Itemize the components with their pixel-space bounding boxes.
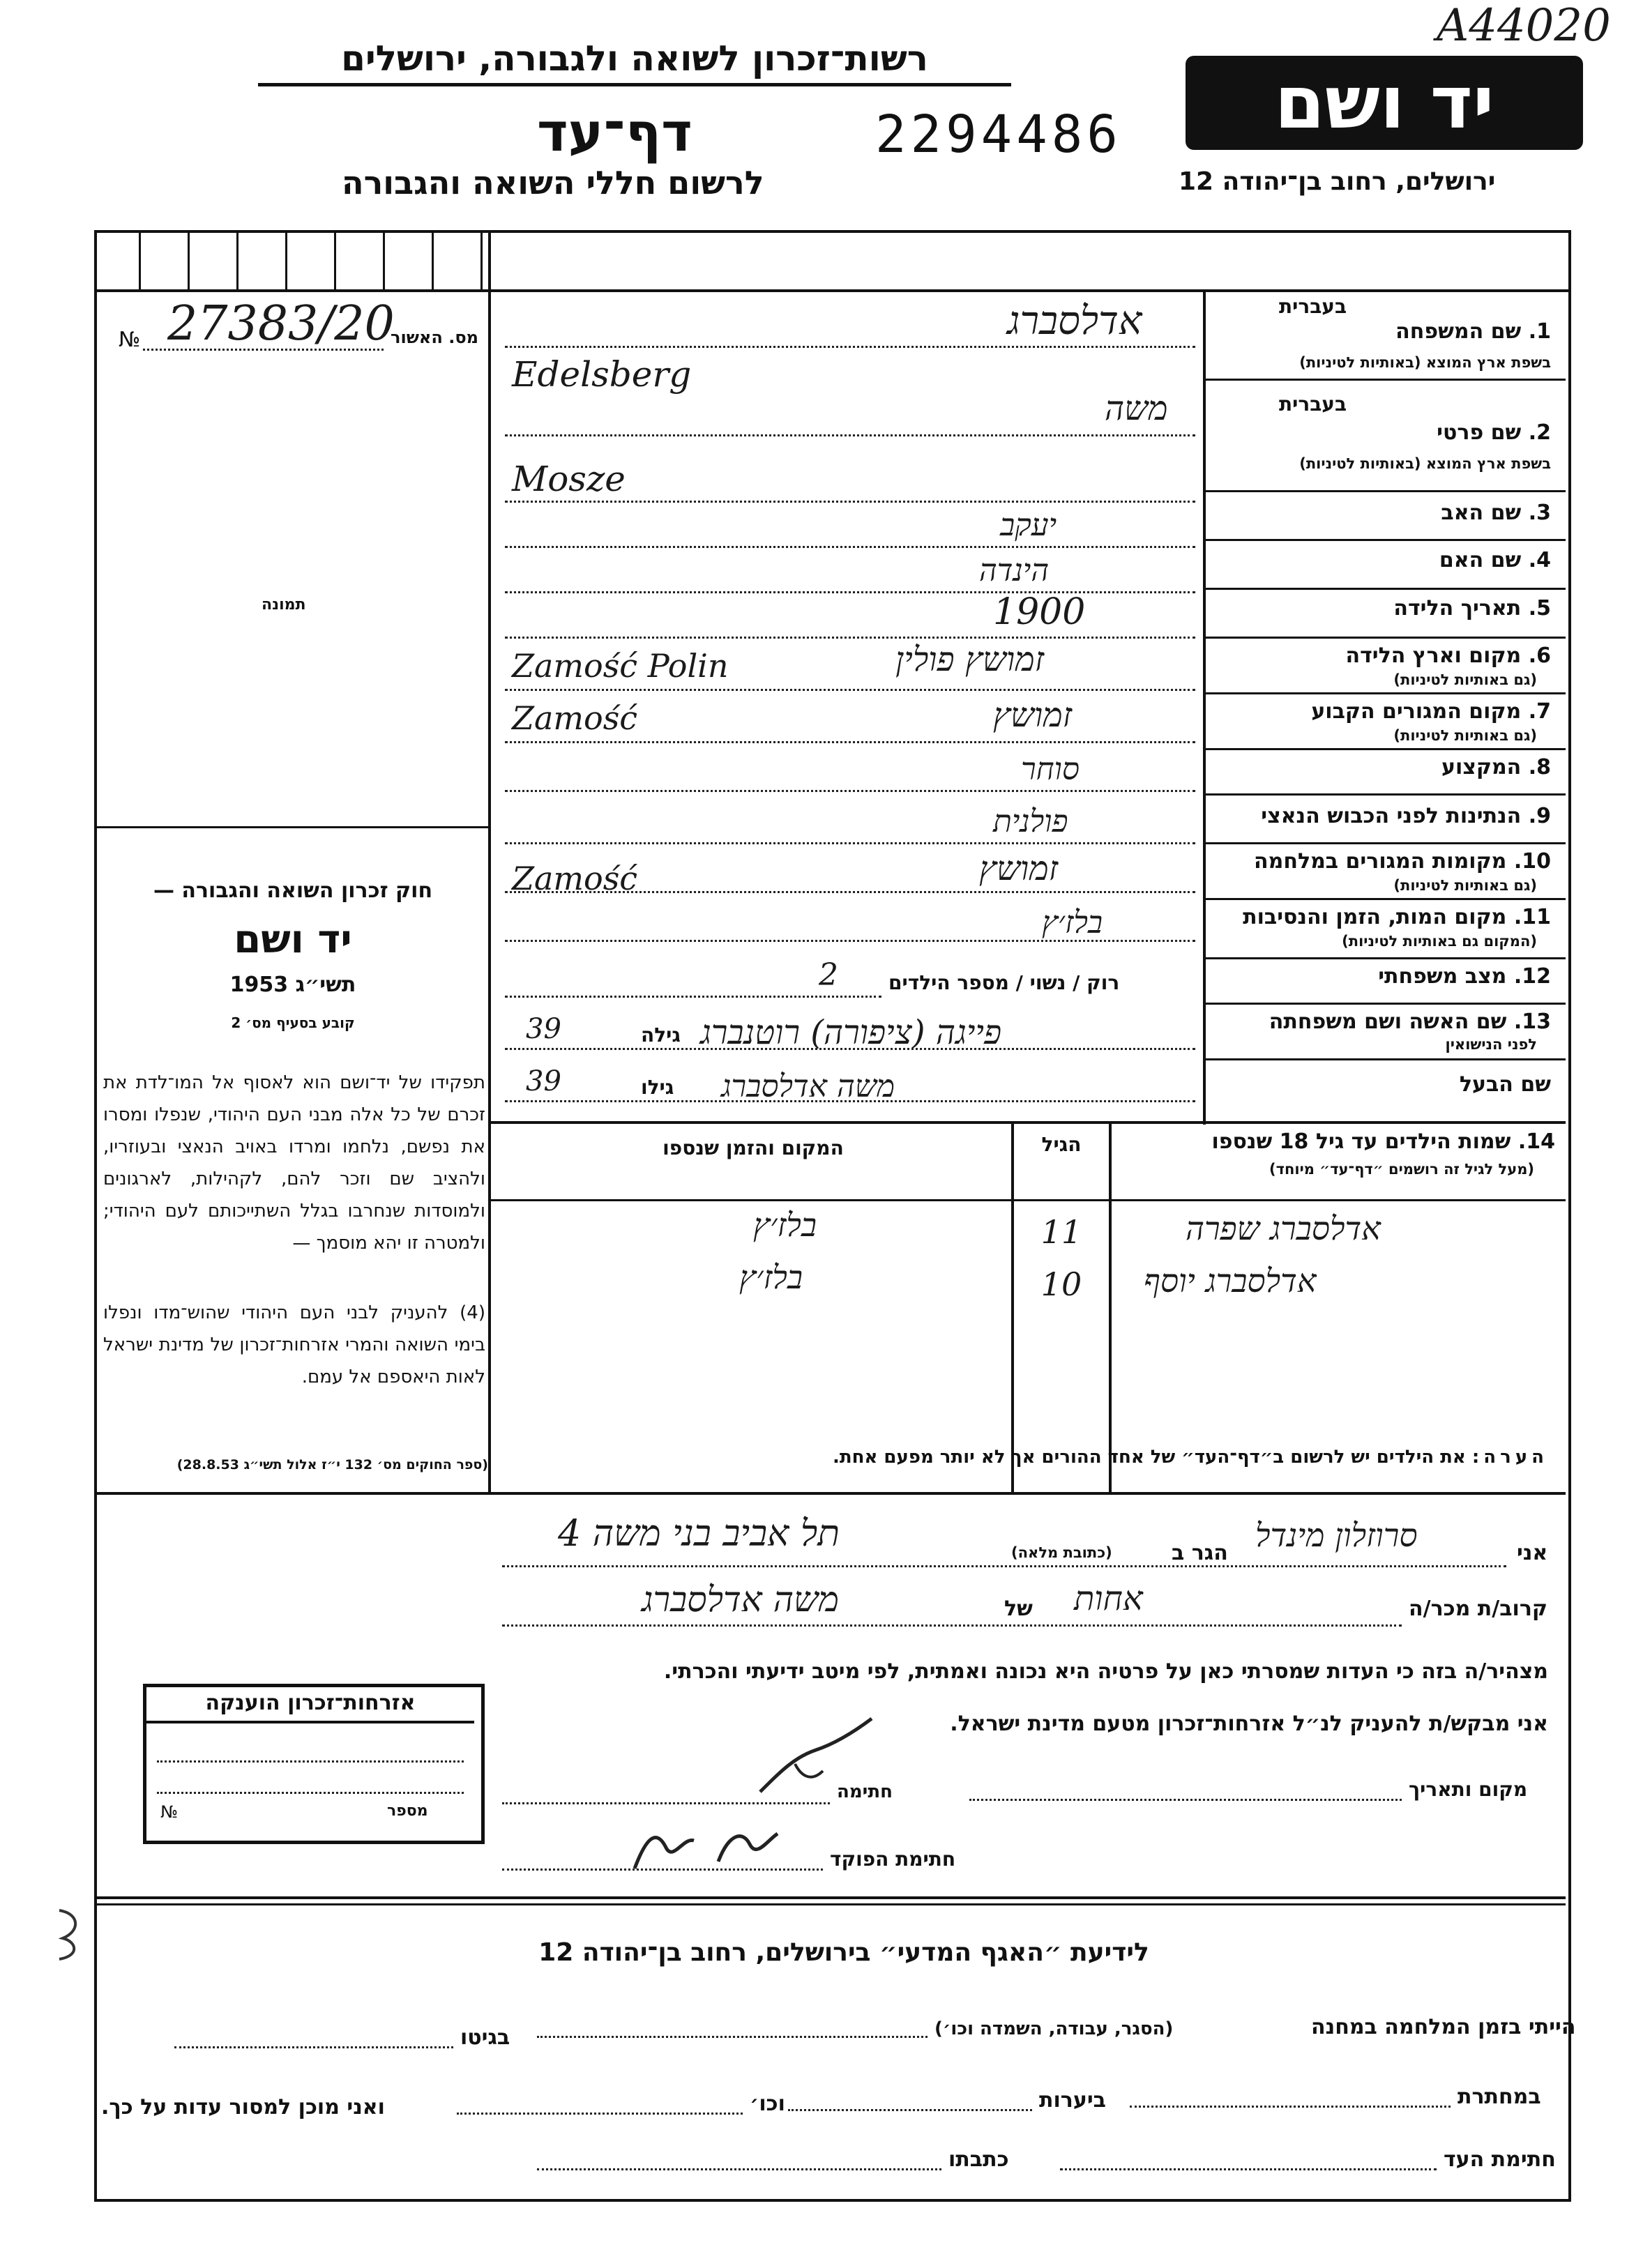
field-2-value-latin: Mosze (512, 459, 626, 499)
relative-label: קרוב/ת מכר/ה (1409, 1597, 1547, 1621)
field-8-line (505, 790, 1195, 792)
lower-line2-fill-a (1130, 2106, 1451, 2108)
field-9-value: פולנית (993, 804, 1068, 839)
place-date-line (969, 1799, 1402, 1801)
registration-line (143, 349, 384, 351)
row-line-3 (1203, 539, 1566, 541)
field-4-line (505, 591, 1195, 593)
law-year: תשי״ג 1953 (229, 973, 356, 997)
signature-line (502, 1802, 830, 1804)
top-strip-bottom-line (94, 289, 1568, 292)
declarant-name: סרוזלון מינדל (1255, 1516, 1418, 1554)
field-4-label: 4. שם האם (1439, 548, 1551, 572)
field-11-sub: (המקום גם באותיות לטיניות) (1342, 933, 1537, 950)
field-2-line-a (505, 434, 1195, 436)
field-1-line (505, 346, 1195, 348)
citizenship-title: אזרחות־זכרון הוענקה (146, 1691, 474, 1723)
children-top-line (491, 1121, 1566, 1124)
children-col-age: הגיל (1041, 1133, 1082, 1156)
lower-title: לידיעת ״האגף המדעי״ בירושלים, רחוב בן־יהודה 12 (538, 1938, 1149, 1967)
row-line-10 (1203, 898, 1566, 900)
field-2-line-b (505, 501, 1195, 503)
form-title: דף־עד (537, 101, 692, 163)
photo-box-bottom (97, 826, 488, 828)
row-line-12 (1203, 1003, 1566, 1005)
field-7-value-hebrew: זמושץ (993, 696, 1073, 735)
lower-line2-fill-c (457, 2113, 743, 2115)
field-12-line (505, 996, 881, 998)
declarant-address: תל אביב בני משה 4 (558, 1513, 840, 1555)
field-10-line (505, 891, 1195, 893)
row-line-7 (1203, 748, 1566, 750)
lower-line3-fill-b (537, 2168, 941, 2170)
children-col-age-left (1011, 1124, 1014, 1492)
field-13-line (505, 1048, 1195, 1050)
row-line-2 (1203, 490, 1566, 492)
form-number: 2294486 (875, 105, 1122, 165)
field-11-line (505, 940, 1195, 942)
registration-no-mark: № (119, 328, 141, 352)
field-6-value-hebrew: זמושץ פולין (895, 640, 1045, 679)
note-text: את הילדים יש לרשום ב״דף־העד״ של אחד ההורים אך לא יותר מפעם אחת. (832, 1447, 1466, 1468)
signature-label: חתימה (837, 1781, 893, 1802)
field-7-sub: (גם באותיות לטיניות) (1393, 727, 1537, 744)
field-5-value: 1900 (993, 591, 1086, 633)
field-13-sub: לפני הנישואין (1445, 1036, 1537, 1053)
field-3-line (505, 546, 1195, 548)
row-line-9 (1203, 842, 1566, 844)
husband-line (505, 1100, 1195, 1102)
place-date-label: מקום ותאריך (1409, 1778, 1528, 1801)
child-1-name: אדלסברג שפרה (1186, 1210, 1381, 1247)
institution-address: ירושלים, רחוב בן־יהודה 12 (1179, 167, 1496, 196)
field-10-value-latin: Zamość (512, 860, 638, 897)
field-12-status-options: רוק / נשוי / מספר הילדים (888, 971, 1120, 994)
top-strip-cells (97, 233, 487, 289)
declaration-statement: מצהיר/ה בזה כי העדות שמסרתי כאן על פרטיה היא נכונה ואמתית, לפי מיטב ידיעתי והכרתי. (663, 1659, 1548, 1684)
law-title: חוק זכרון השואה והגבורה — (153, 878, 433, 903)
field-3-value: יעקב (1000, 508, 1057, 543)
field-8-value: סוחר (1021, 752, 1080, 787)
lower-line1-camp: הייתי בזמן המלחמה במחנה (1311, 2015, 1576, 2039)
form-purpose: לרשום חללי השואה והגבורה (342, 164, 764, 201)
field-1-sub: בשפת ארץ המוצא (באותיות לטיניות) (1299, 354, 1551, 371)
field-8-label: 8. המקצוע (1441, 755, 1551, 779)
row-line-6 (1203, 692, 1566, 694)
lower-line2-etc: וכו׳ (750, 2092, 785, 2116)
husband-age: 39 (526, 1065, 561, 1097)
husband-label: שם הבעל (1459, 1072, 1551, 1097)
field-7-label: 7. מקום המגורים הקבוע (1311, 699, 1551, 724)
photo-label: תמונה (262, 596, 306, 614)
field-4-value: הינדה (979, 553, 1050, 588)
field-2-label: 2. שם פרטי (1437, 420, 1551, 445)
law-name: יד ושם (234, 917, 352, 962)
field-13-age-label: גילה (641, 1023, 681, 1047)
declaration-request: אני מבקש/ת להעניק לנ״ל אזרחות־זכרון מטעם מדינת ישראל. (950, 1712, 1548, 1736)
field-10-value-hebrew: זמושץ (979, 849, 1059, 888)
child-1-place: בלז׳ץ (753, 1206, 817, 1244)
address-hint: (כתובת מלאה) (1011, 1544, 1112, 1561)
field-5-line (505, 637, 1195, 639)
field-7-line (505, 741, 1195, 743)
citizenship-number-mark: № (160, 1802, 178, 1822)
registration-label: מס. האשור (391, 328, 478, 347)
margin-mark (49, 1903, 91, 1966)
law-source: (ספר החוקים מס׳ 132 י״ז אלול תשי״ג 28.8.53) (176, 1457, 488, 1472)
row-line-11 (1203, 957, 1566, 959)
row-line-1 (1203, 379, 1566, 381)
lower-line3-address: כתבתו (948, 2147, 1009, 2172)
officer-signature-label: חתימת הפוקד (830, 1848, 956, 1871)
field-2-hebrew-tag: בעברית (1279, 393, 1347, 416)
children-title: 14. שמות הילדים עד גיל 18 שנספו (1211, 1129, 1555, 1154)
citizenship-line-2 (157, 1792, 464, 1794)
lower-line1-fill-b (174, 2046, 453, 2048)
lower-line1-fill-a (537, 2036, 927, 2038)
children-bottom-line (97, 1492, 1566, 1495)
child-2-place: בלז׳ץ (739, 1258, 803, 1296)
note-line (697, 1447, 1548, 1468)
field-1-hebrew-tag: בעברית (1279, 295, 1347, 318)
field-10-label: 10. מקומות המגורים במלחמה (1254, 849, 1551, 874)
law-text-1: תפקידו של יד־ושם הוא לאסוף אל המו־לדת את זכרם של כל אלה מבני העם היהודי, שנפלו ומסרו את נפשם, נלחמו ומרדו באויב הנאצי ובעוזריו, ולהציב שם וזכר להם, לקהילות, לארגונים ולמוסדות שנחרבו בגלל השתייכותם לעם היהודי; ולמטרה זו יהא מוסמך — (103, 1072, 485, 1254)
citizenship-line-1 (157, 1760, 464, 1763)
lower-section-line-b (97, 1903, 1566, 1905)
registration-number: 27383/20 (167, 296, 395, 351)
declarant-signature (753, 1715, 879, 1799)
lower-line2-underground: במחתרת (1458, 2085, 1541, 2109)
authority-heading: רשות־זכרון לשואה ולגבורה, ירושלים (258, 38, 1011, 86)
archive-corner-number: A44020 (1437, 0, 1611, 52)
law-clause: קובע בסעיף מס׳ 2 (231, 1014, 355, 1031)
row-line-8 (1203, 793, 1566, 796)
declaration-line-2 (502, 1624, 1402, 1627)
note-label: הערה: (1471, 1447, 1548, 1468)
citizenship-number-label: מספר (387, 1802, 428, 1820)
row-line-4 (1203, 588, 1566, 590)
husband-age-label: גילו (641, 1076, 674, 1099)
field-5-label: 5. תאריך הלידה (1393, 596, 1551, 621)
lower-line3-fill-a (1060, 2168, 1437, 2170)
lower-line2-fill-b (788, 2109, 1032, 2111)
label-column-divider (1203, 291, 1206, 1125)
lower-line2-forests: ביערות (1039, 2088, 1106, 2113)
lower-section-line-a (97, 1896, 1566, 1899)
field-6-sub: (גם באותיות לטיניות) (1393, 671, 1537, 688)
field-13-label: 13. שם האשה ושם משפחתה (1269, 1010, 1551, 1034)
children-header-underline (491, 1199, 1566, 1201)
field-1-value-hebrew: אדלסברג (1007, 298, 1142, 344)
lower-line3-witness-signature: חתימת העד (1444, 2147, 1556, 2172)
field-13-age: 39 (526, 1013, 561, 1045)
field-6-line (505, 689, 1195, 691)
children-sub: (מעל לגיל זה רושמים ״דף־עד״ מיוחד) (1269, 1161, 1534, 1178)
field-3-label: 3. שם האב (1441, 501, 1551, 525)
field-13-value: פייגה (ציפורה) רוטנברג (700, 1013, 1002, 1052)
husband-value: משה אדלסברג (721, 1069, 895, 1104)
field-1-label: 1. שם המשפחה (1395, 319, 1551, 344)
field-6-value-latin: Zamość Polin (512, 647, 729, 685)
field-2-sub: בשפת ארץ המוצא (באותיות לטיניות) (1299, 455, 1551, 472)
resides-label: הגר ב (1172, 1541, 1228, 1565)
row-line-5 (1203, 637, 1566, 639)
field-12-children-count: 2 (819, 957, 838, 993)
child-2-name: אדלסברג יוסף (1144, 1262, 1317, 1300)
lower-line1-ghetto: בגיטו (460, 2025, 510, 2050)
row-line-13 (1203, 1058, 1566, 1060)
field-9-label: 9. הנתינות לפני הכבוש הנאצי (1261, 804, 1551, 828)
field-11-value: בלז׳ץ (1042, 905, 1103, 941)
logo-text: יד ושם (1274, 60, 1494, 145)
declaration-i-label: אני (1517, 1541, 1548, 1565)
field-10-sub: (גם באותיות לטיניות) (1393, 877, 1537, 894)
child-1-age: 11 (1040, 1213, 1082, 1251)
children-col-age-right (1109, 1124, 1112, 1492)
left-panel-divider (488, 233, 491, 1492)
field-12-label: 12. מצב משפחתי (1378, 964, 1551, 989)
field-9-line (505, 842, 1195, 844)
officer-signature (628, 1813, 788, 1875)
relation-value: אחות (1074, 1579, 1143, 1618)
child-2-age: 10 (1040, 1265, 1082, 1303)
of-name: משה אדלסברג (642, 1579, 840, 1620)
field-2-value-hebrew: משה (1105, 389, 1168, 428)
yad-vashem-logo (1186, 56, 1583, 150)
field-7-value-latin: Zamość (512, 699, 638, 737)
law-text-2: (4) להעניק לבני העם היהודי שהוש־מדו ונפלו בימי השואה והמרי אזרחות־זכרון של מדינת ישראל לאות היאספם אל עמם. (103, 1302, 485, 1387)
declaration-line-1 (502, 1565, 1506, 1567)
field-11-label: 11. מקום המות, הזמן והנסיבות (1243, 905, 1551, 929)
of-label: של (1004, 1597, 1033, 1621)
lower-line1-types: (הסגר, עבודה, השמדה וכו׳) (934, 2018, 1174, 2039)
children-col-place: המקום והזמן שנספו (662, 1136, 844, 1159)
field-1-value-latin: Edelsberg (512, 354, 692, 395)
field-6-label: 6. מקום וארץ הלידה (1345, 644, 1551, 668)
lower-line2-ready: ואני מוכן למסור עדות על כך. (101, 2095, 385, 2119)
